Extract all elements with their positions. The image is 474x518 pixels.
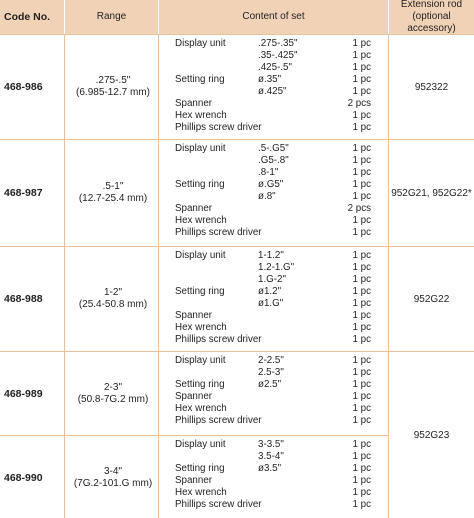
range (68, 466, 158, 490)
item-quantity: 1 pc (352, 415, 371, 426)
item-label: Setting ring (175, 463, 225, 474)
item-quantity: 1 pc (352, 475, 371, 486)
item-quantity: 1 pc (352, 50, 371, 61)
item-label: Phillips screw driver (175, 227, 262, 238)
row-divider (0, 139, 474, 140)
header-ext-line2: (optional accessory) (407, 11, 456, 34)
item-quantity: 1 pc (352, 499, 371, 510)
item-quantity: 1 pc (352, 286, 371, 297)
item-quantity: 2 pcs (347, 203, 371, 214)
item-quantity: 1 pc (352, 463, 371, 474)
item-size: 1-1.2" (258, 250, 284, 261)
item-label: Display unit (175, 439, 226, 450)
range-mm: (6.985-12.7 mm) (76, 87, 150, 98)
extension-rod: 952322 (414, 82, 449, 93)
code-number: 468-989 (4, 388, 43, 400)
item-quantity: 1 pc (352, 439, 371, 450)
item-label: Spanner (175, 475, 213, 486)
item-label: Hex wrench (175, 403, 227, 414)
item-label: Hex wrench (175, 487, 227, 498)
item-size: ø.35" (258, 74, 282, 85)
item-label: Setting ring (175, 379, 225, 390)
range-mm: (25.4-50.8 mm) (78, 299, 148, 310)
item-label: Display unit (175, 38, 226, 49)
row-divider (0, 246, 474, 247)
column-divider (388, 34, 389, 518)
item-quantity: 1 pc (352, 322, 371, 333)
item-label: Phillips screw driver (175, 334, 262, 345)
item-size: .G5-.8" (258, 155, 289, 166)
item-quantity: 1 pc (352, 74, 371, 85)
item-label: Display unit (175, 250, 226, 261)
item-quantity: 1 pc (352, 310, 371, 321)
item-size: 3.5-4" (258, 451, 284, 462)
item-label: Setting ring (175, 286, 225, 297)
code-number: 468-986 (4, 81, 43, 93)
code-number: 468-988 (4, 293, 43, 305)
item-quantity: 1 pc (352, 110, 371, 121)
item-quantity: 1 pc (352, 38, 371, 49)
item-quantity: 1 pc (352, 262, 371, 273)
item-size: .275-.35" (258, 38, 298, 49)
item-quantity: 1 pc (352, 379, 371, 390)
item-label: Display unit (175, 143, 226, 154)
range-inch: .5-1" (102, 181, 124, 192)
item-quantity: 2 pcs (347, 98, 371, 109)
item-label: Spanner (175, 98, 213, 109)
header-range: Range (65, 0, 158, 34)
range-mm: (7G.2-101.G mm) (73, 478, 153, 489)
item-size: .425-.5" (258, 62, 292, 73)
item-quantity: 1 pc (352, 487, 371, 498)
range-inch: 3-4" (103, 466, 122, 477)
extension-rod-shared: 952G23 (413, 430, 450, 441)
header-extension-rod (389, 0, 474, 34)
item-quantity: 1 pc (352, 355, 371, 366)
item-quantity: 1 pc (352, 191, 371, 202)
range-inch: 1-2" (103, 287, 122, 298)
column-divider (64, 34, 65, 518)
item-size: 1.2-1.G" (258, 262, 295, 273)
item-quantity: 1 pc (352, 403, 371, 414)
item-quantity: 1 pc (352, 155, 371, 166)
item-quantity: 1 pc (352, 298, 371, 309)
row-divider (0, 351, 474, 352)
item-size: 2.5-3" (258, 367, 284, 378)
item-size: .8-1" (258, 167, 279, 178)
item-label: Display unit (175, 355, 226, 366)
item-label: Hex wrench (175, 322, 227, 333)
range (68, 382, 158, 406)
item-size: ø3.5" (258, 463, 282, 474)
range-mm: (12.7-25.4 mm) (78, 193, 148, 204)
item-size: ø1.2" (258, 286, 282, 297)
item-quantity: 1 pc (352, 250, 371, 261)
item-label: Phillips screw driver (175, 415, 262, 426)
item-size: 1.G-2" (258, 274, 286, 285)
extension-rod: 952G22 (413, 294, 450, 305)
range-mm: (50.8-7G.2 mm) (77, 394, 149, 405)
range (68, 181, 158, 205)
header-divider (158, 0, 159, 34)
item-quantity: 1 pc (352, 62, 371, 73)
item-label: Setting ring (175, 74, 225, 85)
item-quantity: 1 pc (352, 179, 371, 190)
item-quantity: 1 pc (352, 122, 371, 133)
item-label: Hex wrench (175, 110, 227, 121)
code-number: 468-990 (4, 472, 43, 484)
item-size: ø1.G" (258, 298, 284, 309)
item-quantity: 1 pc (352, 86, 371, 97)
item-size: .5-.G5" (258, 143, 289, 154)
header-divider (64, 0, 65, 34)
item-quantity: 1 pc (352, 334, 371, 345)
item-size: ø.G5" (258, 179, 284, 190)
code-number: 468-987 (4, 187, 43, 199)
item-size: 3-3.5" (258, 439, 284, 450)
range-inch: .275-.5" (95, 75, 131, 86)
column-divider (158, 34, 159, 518)
item-label: Spanner (175, 203, 213, 214)
item-label: Spanner (175, 391, 213, 402)
header-ext-line1: Extension rod (400, 0, 463, 10)
item-quantity: 1 pc (352, 274, 371, 285)
item-quantity: 1 pc (352, 367, 371, 378)
range (68, 75, 158, 99)
extension-rod: 952G21, 952G22* (391, 188, 472, 199)
item-quantity: 1 pc (352, 167, 371, 178)
item-label: Spanner (175, 310, 213, 321)
range (68, 287, 158, 311)
item-label: Phillips screw driver (175, 499, 262, 510)
header-content: Content of set (159, 0, 388, 34)
item-size: 2-2.5" (258, 355, 284, 366)
item-quantity: 1 pc (352, 451, 371, 462)
item-size: ø.425" (258, 86, 287, 97)
item-size: ø2.5" (258, 379, 282, 390)
header-code: Code No. (0, 0, 68, 34)
item-quantity: 1 pc (352, 143, 371, 154)
row-divider (0, 435, 389, 436)
header-divider (388, 0, 389, 34)
item-quantity: 1 pc (352, 215, 371, 226)
item-quantity: 1 pc (352, 227, 371, 238)
item-size: ø.8" (258, 191, 276, 202)
item-label: Phillips screw driver (175, 122, 262, 133)
range-inch: 2-3" (103, 382, 122, 393)
item-quantity: 1 pc (352, 391, 371, 402)
item-size: .35-.425" (258, 50, 298, 61)
row-divider (0, 34, 474, 35)
item-label: Hex wrench (175, 215, 227, 226)
item-label: Setting ring (175, 179, 225, 190)
